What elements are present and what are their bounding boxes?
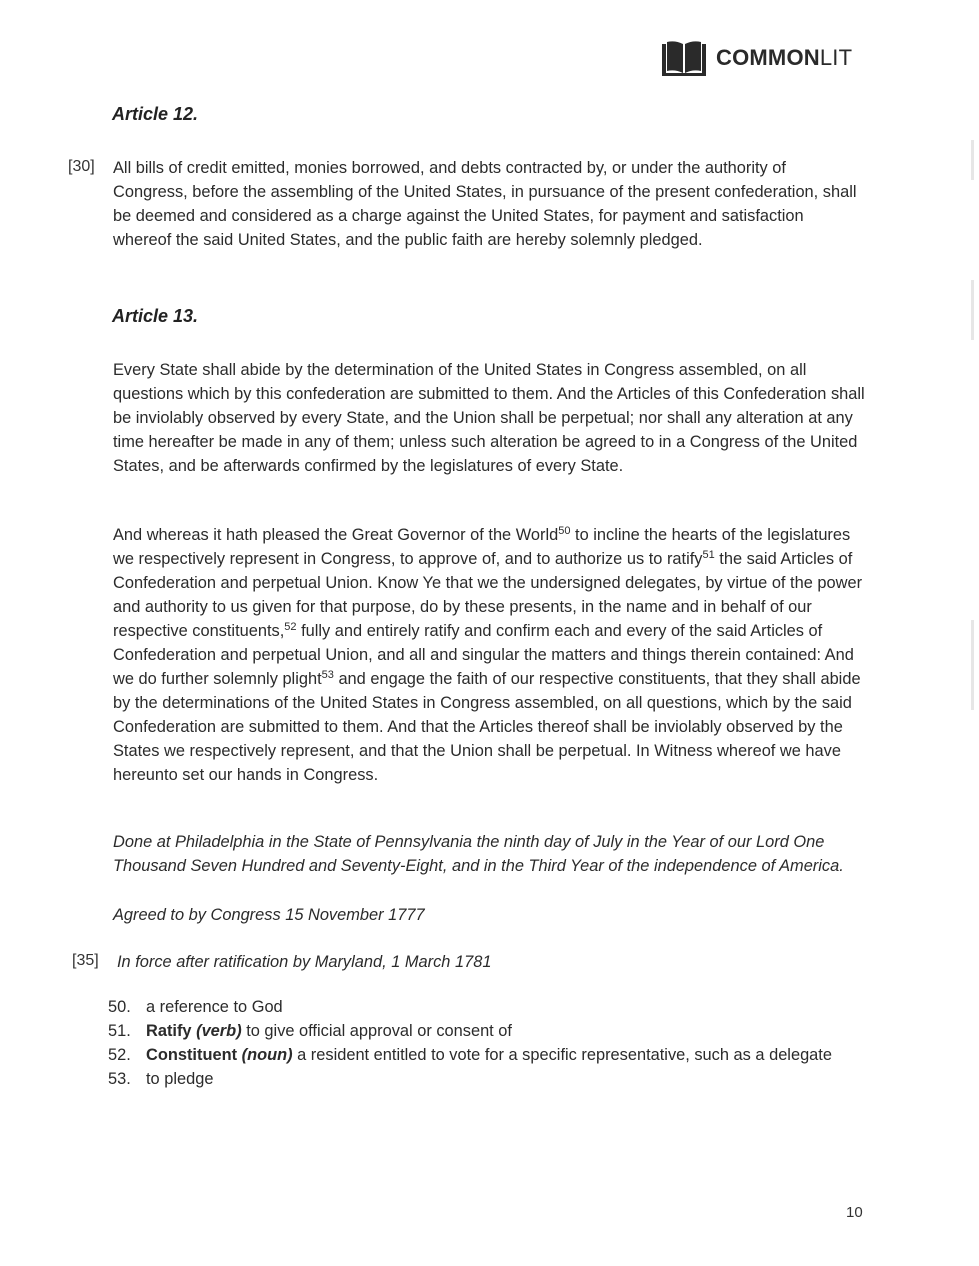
footnote-item	[108, 1019, 868, 1043]
page-number: 10	[846, 1204, 863, 1221]
in-force-text: In force after ratification by Maryland, 1 March 1781	[117, 953, 492, 971]
article-12-heading: Article 12.	[112, 104, 199, 124]
open-book-icon	[662, 40, 706, 76]
scan-edge-mark	[971, 140, 974, 180]
footnote-item	[108, 1067, 868, 1091]
footnote-item	[108, 995, 868, 1019]
footnote-definition: to give official approval or consent of	[241, 1022, 512, 1040]
agreed-text: Agreed to by Congress 15 November 1777	[113, 906, 425, 924]
footnote-item	[108, 1043, 868, 1067]
footnote-term: Ratify	[146, 1022, 192, 1040]
footnote-number: 50.	[108, 998, 131, 1016]
footnote-ref-51: 51	[702, 549, 715, 561]
paragraph-number-30: [30]	[68, 158, 95, 175]
footnote-body	[146, 995, 868, 1019]
footnote-definition: to pledge	[146, 1070, 214, 1088]
footnote-part-of-speech: (noun)	[241, 1046, 293, 1064]
whereas-text-1: And whereas it hath pleased the Great Governor of the World	[113, 526, 559, 544]
footnote-ref-52: 52	[284, 621, 297, 633]
scan-edge-mark	[971, 280, 974, 340]
whereas-text-5: and engage the faith of our respective constituents, that they shall abide by the determinations of the United States in Congress assembled, on all questions, which by the said Confederation are submitted to them. And that the Articles thereof shall be inviolably observed by the States we respectively represent, and that the Union shall be perpetual. In Witness whereof we have hereunto set our hands in Congress.	[113, 670, 861, 784]
footnote-definition: a resident entitled to vote for a specific representative, such as a delegate	[292, 1046, 832, 1064]
footnote-body	[146, 1019, 868, 1043]
footnotes-list	[108, 995, 868, 1091]
article-13-heading: Article 13.	[112, 306, 199, 326]
footnote-body	[146, 1043, 868, 1067]
whereas-text-4: fully and entirely ratify and confirm each and every of the said Articles of Confederation and perpetual Union, and all and singular the matters and things therein contained: And we do further solemnly plight	[113, 622, 854, 688]
whereas-text-2: to incline the hearts of the legislatures we respectively represent in Congress, to approve of, and to authorize us to ratify	[113, 526, 851, 568]
done-at-text: Done at Philadelphia in the State of Pennsylvania the ninth day of July in the Year of our Lord One Thousand Seven Hundred and Seventy-Eight, and in the Third Year of the independence of America.	[113, 833, 844, 875]
footnote-number: 53.	[108, 1070, 131, 1088]
logo-light-text: LIT	[819, 45, 853, 70]
paragraph-number-35: [35]	[72, 952, 99, 969]
footnote-number: 51.	[108, 1022, 131, 1040]
whereas-text-3: the said Articles of Confederation and perpetual Union. Know Ye that we the undersigned delegates, by virtue of the power and authority to us given for that purpose, do by these presents, in the name and in behalf of our respective constituents,	[113, 550, 863, 640]
footnote-ref-53: 53	[321, 669, 334, 681]
footnote-number: 52.	[108, 1046, 131, 1064]
footnote-term: Constituent	[146, 1046, 238, 1064]
whereas-paragraph	[113, 523, 865, 787]
logo-bold-text: COMMON	[716, 45, 820, 70]
scan-edge-mark	[971, 620, 974, 710]
footnote-body	[146, 1067, 868, 1091]
footnote-ref-50: 50	[558, 525, 571, 537]
logo-wordmark	[716, 45, 852, 71]
commonlit-logo	[662, 40, 852, 76]
footnote-part-of-speech: (verb)	[196, 1022, 242, 1040]
article-13-text: Every State shall abide by the determination of the United States in Congress assembled, on all questions which by this confederation are submitted to them. And the Articles of this Confederation shall be inviolably observed by every State, and the Union shall be perpetual; nor shall any alteration at any time hereafter be made in any of them; unless such alteration be agreed to in a Congress of the United States, and be afterwards confirmed by the legislatures of every State.	[113, 361, 865, 475]
footnote-definition: a reference to God	[146, 998, 283, 1016]
article-12-text: All bills of credit emitted, monies borrowed, and debts contracted by, or under the authority of Congress, before the assembling of the United States, in pursuance of the present confederation, shall be deemed and considered as a charge against the United States, for payment and satisfaction whereof the said United States, and the public faith are hereby solemnly pledged.	[113, 159, 857, 249]
